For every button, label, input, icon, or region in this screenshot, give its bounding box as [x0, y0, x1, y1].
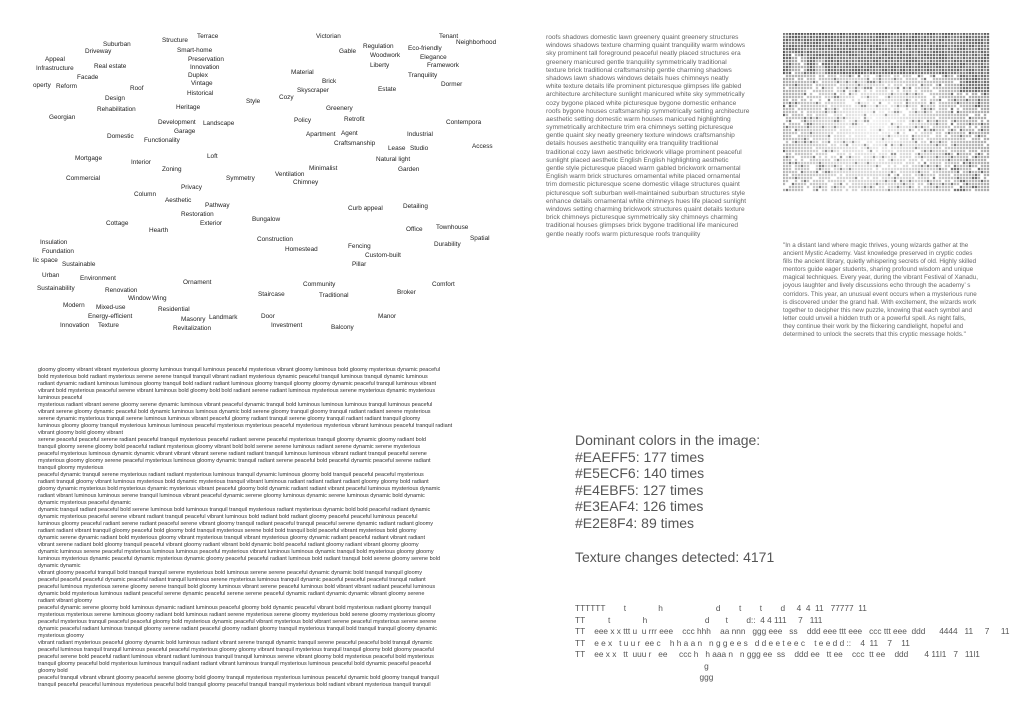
paragraph [38, 675, 478, 689]
word-cloud-word: Roof [130, 85, 144, 92]
word-cloud-word: Rehabilitation [97, 106, 136, 113]
word-cloud-word: Spatial [470, 235, 490, 242]
word-cloud-word: Studio [410, 145, 429, 152]
word-cloud-word: Custom-built [365, 252, 401, 259]
adjective-text-block [38, 367, 478, 689]
paragraph-line: vibrant serene gloomy dynamic peaceful bold dynamic luminous luminous dynamic bold serene gloomy tranquil gloomy tranquil radiant radiant serene mysterious [38, 409, 431, 415]
word-cloud-word: Liberty [370, 62, 390, 69]
paragraph-line: radiant tranquil gloomy vibrant luminous mysterious bold dynamic mysterious tranquil vibrant luminous radiant radiant radiant radiant gloomy gloomy bold radiant [38, 479, 429, 485]
word-cloud-word: Wing [152, 295, 167, 302]
text-line: aesthetic setting domestic warm houses manicured highlighting [546, 115, 731, 123]
quote-line: is discovered under the grand hall. With excitement, the wizards work [783, 298, 977, 306]
dominant-colors [575, 432, 760, 532]
word-cloud-word: Staircase [258, 291, 285, 298]
text-line: shadows lawn shadows windows details hues chimneys neatly [546, 74, 729, 82]
quote-line: mentors guide eager students, sharing profound wisdom and unique [783, 266, 974, 274]
word-cloud-word: Terrace [197, 33, 219, 40]
text-art-line: TT e e x t u u r ee c h h a a n n g g e e s d d e e t e e c t e e d d :: 4 11 7 11 [575, 637, 910, 648]
word-cloud-word: Manor [378, 313, 397, 320]
word-cloud-word: Historical [187, 90, 214, 97]
color-count-item: #E3EAF4: 126 times [575, 498, 704, 515]
word-cloud-word: Policy [294, 117, 312, 124]
word-cloud-word: Renovation [105, 287, 138, 294]
color-count-item: #EAEFF5: 177 times [575, 448, 705, 465]
text-line: roofs shadows domestic lawn greenery quaint greenery structures [546, 34, 739, 41]
paragraph-line: radiant vibrant gloomy [38, 598, 93, 604]
word-cloud-word: Office [406, 226, 423, 233]
word-cloud-word: Contempora [446, 119, 482, 126]
word-cloud-word: Durability [434, 241, 461, 248]
color-count-item: #E2E8F4: 89 times [575, 514, 695, 531]
text-art-line: g [575, 660, 709, 671]
word-cloud-word: Innovation [60, 322, 90, 329]
text-art [575, 603, 1009, 684]
paragraph-line: peaceful mysterious tranquil peaceful peaceful gloomy bold mysterious dynamic peaceful vibrant mysterious bold vibrant serene peaceful mysterious serene serene [38, 619, 437, 625]
word-cloud-word: Mortgage [75, 155, 102, 162]
word-cloud-word: Insulation [40, 239, 68, 246]
word-cloud-word: Mixed-use [96, 304, 126, 311]
word-cloud-word: lic space [33, 257, 58, 264]
text-line: roofs bygone houses craftsmanship symmetrically setting architecture [546, 107, 750, 115]
paragraph-line: tranquil gloomy peaceful bold mysterious luminous tranquil radiant radiant vibrant luminous tranquil mysterious luminous peaceful bold dynamic peaceful peaceful [38, 661, 432, 667]
paragraph [38, 367, 478, 402]
word-cloud-word: Landmark [209, 314, 238, 321]
word-cloud-word: Greenery [326, 105, 353, 112]
paragraph-line: vibrant radiant mysterious peaceful gloomy dynamic bold luminous radiant vibrant serene tranquil dynamic tranquil serene peaceful peaceful bold tranquil dynamic [38, 640, 433, 646]
paragraph-line: luminous mysterious dynamic peaceful dynamic mysterious dynamic gloomy peaceful peaceful radiant luminous bold radiant tranquil bold serene gloomy serene bold [38, 556, 441, 562]
word-cloud-word: Development [158, 119, 196, 126]
paragraph-line: dynamic peaceful radiant luminous tranquil gloomy serene radiant peaceful gloomy radiant gloomy tranquil mysterious tranquil bold tranquil tranquil gloomy dynamic [38, 626, 437, 632]
word-cloud-word: Appeal [45, 56, 65, 63]
word-cloud-word: Eco-friendly [408, 45, 442, 52]
word-cloud-word: Infrastructure [36, 65, 74, 72]
word-cloud-word: Woodwork [370, 52, 401, 59]
word-cloud-word: Gable [339, 48, 357, 55]
word-cloud-word: Column [134, 191, 157, 198]
word-cloud-word: Framework [427, 62, 459, 69]
word-cloud-word: Cottage [106, 220, 129, 227]
paragraph-line: peaceful serene bold peaceful radiant luminous vibrant radiant luminous tranquil tranquil luminous serene vibrant gloomy bold mysterious peaceful bold mysterious [38, 654, 434, 660]
paragraph-line: dynamic bold mysterious luminous radiant peaceful serene dynamic peaceful serene serene peaceful dynamic radiant dynamic dynamic vibrant gloomy serene [38, 591, 425, 597]
paragraph-line: tranquil peaceful peaceful luminous mysterious peaceful bold tranquil gloomy peaceful tranquil tranquil mysterious bold radiant vibrant mysterious tranquil tranquil [38, 682, 431, 688]
quote-line: letter could unveil a hidden truth or a powerful spell. As night falls, [783, 314, 966, 322]
word-cloud-word: Homestead [285, 246, 318, 253]
text-line: sky prominent tall foreground peaceful neatly placed structures era [546, 50, 741, 58]
paragraph [38, 570, 478, 605]
paragraph-line: dynamic dynamic [38, 563, 81, 569]
word-cloud-word: Privacy [181, 184, 202, 191]
quote-line: magical techniques. Every year, during the vibrant Festival of Xanadu, [783, 274, 978, 282]
paragraph-line: gloomy dynamic mysterious bold mysterious dynamic mysterious vibrant peaceful gloomy bold dynamic radiant radiant vibrant peaceful luminous mysterious dynamic [38, 486, 441, 492]
paragraph-line: peaceful dynamic tranquil serene mysterious radiant radiant mysterious luminous tranquil dynamic luminous gloomy bold tranquil peaceful peaceful mysterious [38, 472, 424, 478]
word-cloud-word: Cozy [279, 94, 294, 101]
text-art-line: TT eee x x ttt u u rrr eee ccc hhh aa nnn ggg eee ss ddd eee ttt eee ccc ttt eee ddd 4444 11 7 11 [575, 626, 1010, 636]
word-cloud-word: Ventilation [275, 171, 305, 178]
paragraph-line: peaceful dynamic serene gloomy bold luminous dynamic radiant luminous peaceful gloomy bold dynamic peaceful vibrant bold mysterious radiant gloomy tranquil [38, 605, 431, 611]
text-line: texture brick traditional craftsmanship gentle charming shadows [546, 66, 732, 74]
text-line: gentle style picturesque placed warm gabled brickwork ornamental [546, 165, 741, 172]
word-cloud-word: Smart-home [177, 47, 213, 54]
paragraph-line: vibrant gloomy bold gloomy vibrant [38, 430, 123, 436]
text-line: greenery manicured gentle tranquility symmetrically traditional [546, 58, 727, 66]
paragraph [38, 507, 478, 570]
text-line: gentle neatly roofs warm picturesque roofs tranquility [546, 230, 701, 238]
word-cloud-word: Brick [322, 78, 337, 85]
paragraph-line: dynamic tranquil radiant peaceful bold serene luminous bold luminous tranquil tranquil mysterious radiant mysterious dynamic bold bold peaceful radiant dynamic [38, 507, 431, 513]
paragraph-line: dynamic mysterious peaceful serene vibrant radiant tranquil peaceful vibrant luminous bold radiant bold radiant gloomy peaceful peaceful luminous peaceful [38, 514, 418, 520]
paragraph [38, 402, 478, 437]
word-cloud-word: Townhouse [436, 224, 469, 231]
text-art-line: TT t h d t d:: 4 4 111 7 111 [575, 614, 823, 625]
dithered-image [783, 33, 991, 193]
word-cloud-word: Community [303, 281, 336, 288]
word-cloud-word: Material [291, 69, 314, 76]
word-cloud-word: Georgian [49, 114, 76, 121]
paragraph-line: dynamic serene dynamic radiant bold mysterious gloomy vibrant mysterious tranquil vibrant mysterious gloomy dynamic radiant peaceful radiant vibrant radiant [38, 535, 426, 541]
text-line: gentle quaint sky neatly greenery texture windows craftsmanship [546, 132, 735, 140]
word-cloud-word: Masonry [181, 316, 206, 323]
word-cloud-word: Minimalist [309, 165, 338, 172]
quote-line: fills the ancient library, quietly whispering secrets of old. Highly skilled [783, 258, 977, 266]
paragraph-line: peaceful peaceful peaceful dynamic peaceful radiant tranquil luminous serene mysterious luminous tranquil dynamic peaceful peaceful peaceful tranquil radiant [38, 577, 426, 583]
paragraph-line: gloomy gloomy vibrant vibrant mysterious gloomy luminous tranquil luminous peaceful mysterious vibrant gloomy luminous bold gloomy mysterious dynamic peaceful [38, 367, 440, 373]
quote-line: "In a distant land where magic thrives, young wizards gather at the [783, 242, 969, 249]
dominant-colors-title: Dominant colors in the image: [575, 432, 761, 448]
text-line: white texture details life prominent picturesque glimpses life gabled [546, 83, 742, 91]
paragraph-line: mysterious mysterious serene luminous gloomy radiant bold luminous radiant serene mysterious serene gloomy mysterious bold serene gloomy mysterious gloomy [38, 612, 436, 618]
story-quote [783, 242, 978, 339]
word-cloud-word: Neighborhood [456, 39, 497, 46]
paragraph [38, 472, 478, 507]
word-cloud-word: Urban [42, 272, 60, 279]
paragraph [38, 437, 478, 472]
text-line: windows setting charming brickwork structures quaint details texture [546, 205, 745, 213]
word-cloud-word: Functionality [144, 137, 180, 144]
word-cloud-word: Reform [56, 83, 77, 90]
paragraph-line: mysterious radiant vibrant serene gloomy serene dynamic luminous vibrant peaceful dynamic tranquil bold luminous luminous luminous tranquil luminous peaceful [38, 402, 433, 408]
word-cloud-word: Pillar [352, 261, 367, 268]
word-cloud-word: Exterior [200, 220, 223, 227]
word-cloud-word: Natural light [376, 156, 411, 163]
word-cloud-word: Garden [398, 166, 420, 173]
word-cloud-word: Garage [174, 128, 196, 135]
word-cloud-word: Structure [162, 37, 188, 44]
word-cloud-word: Preservation [188, 56, 224, 63]
paragraph-line: radiant vibrant luminous luminous serene tranquil luminous vibrant peaceful dynamic serene gloomy luminous dynamic serene luminous dynamic bold dynamic [38, 493, 425, 499]
word-cloud-word: Symmetry [226, 175, 255, 182]
word-cloud-word: Curb appeal [348, 205, 383, 212]
paragraph-line: radiant dynamic radiant luminous luminous gloomy tranquil bold radiant radiant luminous gloomy tranquil gloomy gloomy dynamic peaceful tranquil luminous vibrant [38, 381, 437, 387]
text-art-line: TT ee x x tt uuu r ee ccc h h aaa n n ggg ee ss ddd ee tt ee ccc tt ee ddd 4 11l1 7 11l1 [575, 649, 980, 659]
text-line: brick chimneys picturesque symmetrically sky chimneys charming [546, 214, 738, 222]
color-count-item: #E4EBF5: 127 times [575, 481, 704, 498]
word-cloud-word: Skyscraper [297, 87, 329, 94]
paragraph-line: mysterious gloomy [38, 633, 84, 639]
word-cloud-word: Bungalow [252, 216, 281, 223]
quote-line: ancient Mystic Academy. Vast knowledge preserved in cryptic codes [783, 250, 973, 258]
word-cloud-word: Estate [378, 86, 397, 93]
paragraph-line: peaceful tranquil vibrant vibrant gloomy peaceful serene gloomy bold gloomy tranquil mysterious mysterious luminous peaceful dynamic bold gloomy tranquil tranquil [38, 675, 439, 681]
word-cloud-word: Ornament [183, 279, 212, 286]
word-cloud-word: Heritage [176, 104, 201, 111]
paragraph-line: luminous gloomy peaceful radiant serene radiant peaceful serene vibrant gloomy tranquil radiant peaceful tranquil peaceful serene dynamic radiant radiant gloomy [38, 521, 434, 527]
word-cloud-word: Fencing [348, 243, 371, 250]
word-cloud-word: Investment [271, 322, 303, 329]
paragraph-line: dynamic mysterious peaceful dynamic [38, 500, 131, 506]
word-cloud-word: Hearth [149, 227, 169, 234]
word-cloud-word: Duplex [188, 72, 208, 79]
word-cloud-word: Aesthetic [165, 197, 192, 204]
quote-line: joyous laughter and lively discussions echo through the academy’ s [783, 282, 971, 290]
word-cloud-word: Residential [158, 306, 190, 313]
word-cloud-word: Texture [98, 322, 119, 329]
paragraph-line: dynamic luminous serene peaceful mysterious luminous luminous peaceful mysterious vibrant luminous luminous dynamic tranquil bold mysterious gloomy gloomy [38, 549, 434, 555]
word-cloud-word: Energy-efficient [88, 313, 133, 320]
word-cloud-word: Industrial [407, 131, 433, 138]
word-cloud-word: Sustainable [62, 261, 96, 268]
word-cloud-word: Access [472, 143, 493, 150]
paragraph-line: peaceful luminous mysterious serene gloomy serene tranquil bold gloomy luminous vibrant serene peaceful luminous bold vibrant vibrant radiant peaceful luminous [38, 584, 436, 590]
text-line: symmetrically architecture trim era chimneys setting picturesque [546, 124, 734, 132]
quote-line: together to decipher this new puzzle, knowing that each symbol and [783, 306, 973, 314]
word-cloud-word: Window [128, 295, 151, 302]
paragraph-line: mysterious gloomy gloomy serene peaceful mysterious luminous gloomy dynamic tranquil radiant serene peaceful bold peaceful dynamic peaceful serene radiant [38, 458, 431, 464]
word-cloud-word: Retrofit [344, 116, 365, 123]
text-line: traditional houses glimpses brick bygone traditional life manicured [546, 222, 739, 230]
word-cloud-word: Dormer [441, 81, 463, 88]
word-cloud-word: Chimney [293, 179, 319, 186]
quote-line: corridors. This year, an unusual event occurs when a mysterious rune [783, 290, 977, 298]
paragraph-line: radiant radiant vibrant tranquil gloomy peaceful bold gloomy bold tranquil mysterious serene bold bold tranquil bold peaceful vibrant mysterious bold gloomy [38, 528, 417, 534]
text-line: English warm brick structures ornamental white placed ornamental [546, 173, 741, 181]
text-line: enhance details ornamental white chimneys hues life placed sunlight [546, 197, 747, 205]
word-cloud-word: Domestic [107, 133, 134, 140]
word-cloud-word: Tenant [439, 33, 459, 40]
text-line: trim domestic picturesque scene domestic village structures quaint [546, 181, 740, 189]
paragraph-line: gloomy bold [38, 668, 68, 674]
word-cloud-word: Loft [207, 153, 218, 160]
paragraph-line: peaceful luminous tranquil tranquil luminous peaceful peaceful mysterious gloomy gloomy vibrant tranquil mysterious tranquil tranquil gloomy bold gloomy peaceful [38, 647, 434, 653]
word-cloud-word: Broker [397, 289, 416, 296]
word-cloud-word: Pathway [205, 202, 230, 209]
text-line: architecture architecture sunlight manicured white sky symmetrically [546, 91, 745, 99]
word-cloud-word: Regulation [363, 43, 394, 50]
word-cloud-word: Detailing [403, 203, 428, 210]
text-line: picturesque soft suburban well-maintained suburban structures style [546, 189, 746, 197]
word-cloud-word: Facade [77, 74, 99, 81]
word-cloud-word: Construction [257, 236, 293, 243]
word-cloud-word: Door [261, 313, 275, 320]
word-cloud-word: Commercial [66, 175, 101, 182]
word-cloud-word: Style [246, 98, 261, 105]
word-cloud-word: Interior [131, 159, 151, 166]
word-cloud-word: Revitalization [173, 325, 212, 332]
word-cloud-word: Lease [388, 145, 406, 152]
paragraph-line: vibrant gloomy peaceful tranquil bold tranquil tranquil serene mysterious bold luminous serene serene peaceful dynamic dynamic bold tranquil tranquil gloomy [38, 570, 422, 576]
word-cloud-word: Foundation [42, 248, 74, 255]
word-cloud-word: Innovation [190, 64, 220, 71]
word-cloud-word: Suburban [103, 41, 131, 48]
paragraph-line: tranquil gloomy serene gloomy bold peaceful radiant mysterious gloomy vibrant bold bold serene serene luminous radiant serene dynamic serene mysterious [38, 444, 421, 450]
word-cloud-word: operty [33, 82, 51, 89]
word-cloud-word: Elegance [420, 54, 447, 61]
paragraph-line: serene peaceful peaceful serene radiant peaceful tranquil mysterious peaceful radiant serene peaceful mysterious tranquil gloomy dynamic gloomy radiant bold [38, 437, 426, 443]
text-line: sunlight placed aesthetic English English highlighting aesthetic [546, 156, 729, 164]
word-cloud-word: Landscape [203, 120, 235, 127]
paragraph [38, 640, 478, 675]
quote-line: determined to unlock the secrets that this cryptic message holds." [783, 331, 966, 339]
text-line: cozy bygone placed white picturesque bygone domestic enhance [546, 99, 737, 107]
text-art-line: ggg [575, 672, 714, 682]
text-art-line: TTTTTT t h d t t d 4 4 11 77777 11 [575, 603, 867, 613]
text-line: traditional cozy lawn aesthetic brickwork village prominent peaceful [546, 148, 742, 156]
paragraph-line: vibrant serene radiant bold gloomy tranquil peaceful vibrant gloomy radiant vibrant bold dynamic bold peaceful radiant gloomy radiant vibrant gloomy gloomy [38, 542, 419, 548]
house-description-text [546, 34, 749, 239]
word-cloud-word: Design [105, 95, 125, 102]
word-cloud-word: Driveway [85, 48, 112, 55]
paragraph-line: peaceful mysterious luminous dynamic dynamic vibrant vibrant vibrant serene radiant radiant tranquil luminous luminous vibrant radiant tranquil peaceful serene [38, 451, 427, 457]
word-cloud-word: Environment [80, 275, 116, 282]
word-cloud-word: Agent [341, 130, 358, 137]
word-cloud-word: Comfort [432, 281, 455, 288]
word-cloud-word: Balcony [331, 324, 354, 331]
word-cloud-word: Sustainability [37, 285, 75, 292]
texture-changes-text: Texture changes detected: 4171 [575, 549, 775, 565]
paragraph-line: tranquil gloomy mysterious [38, 465, 104, 471]
paragraph [38, 605, 478, 640]
word-cloud-word: Traditional [319, 292, 349, 299]
text-line: details houses aesthetic tranquility era tranquility traditional [546, 140, 719, 148]
paragraph-line: luminous gloomy gloomy tranquil mysterious luminous luminous peaceful mysterious mysterious peaceful mysterious mysterious vibrant luminous peaceful tranquil radiant [38, 423, 453, 429]
word-cloud-word: Modern [63, 302, 85, 309]
word-cloud-word: Vintage [191, 80, 213, 87]
word-cloud-word: Restoration [181, 211, 214, 218]
paragraph-line: vibrant bold mysterious peaceful serene vibrant luminous bold gloomy bold bold radiant serene radiant luminous mysterious serene mysterious dynamic mysterious [38, 388, 436, 394]
word-cloud-word: Zoning [162, 166, 182, 173]
paragraph-line: bold mysterious bold radiant mysterious serene serene tranquil tranquil vibrant radiant mysterious dynamic peaceful tranquil luminous tranquil dynamic luminous [38, 374, 428, 380]
color-count-item: #E5ECF6: 140 times [575, 465, 705, 482]
word-cloud-word: Craftsmanship [334, 140, 376, 147]
word-cloud-word: Tranquility [408, 72, 438, 79]
word-cloud-word: Apartment [306, 131, 336, 138]
paragraph-line: serene dynamic mysterious tranquil serene luminous luminous vibrant peaceful gloomy radiant tranquil serene gloomy tranquil radiant radiant tranquil gloomy [38, 416, 421, 422]
word-cloud-word: Real estate [94, 63, 127, 70]
text-line: windows shadows texture charming quaint tranquility warm windows [546, 42, 746, 50]
paragraph-line: luminous peaceful [38, 395, 83, 401]
quote-line: they continue their work by the flickering candlelight, hopeful and [783, 322, 964, 330]
word-cloud-word: Victorian [316, 33, 341, 40]
